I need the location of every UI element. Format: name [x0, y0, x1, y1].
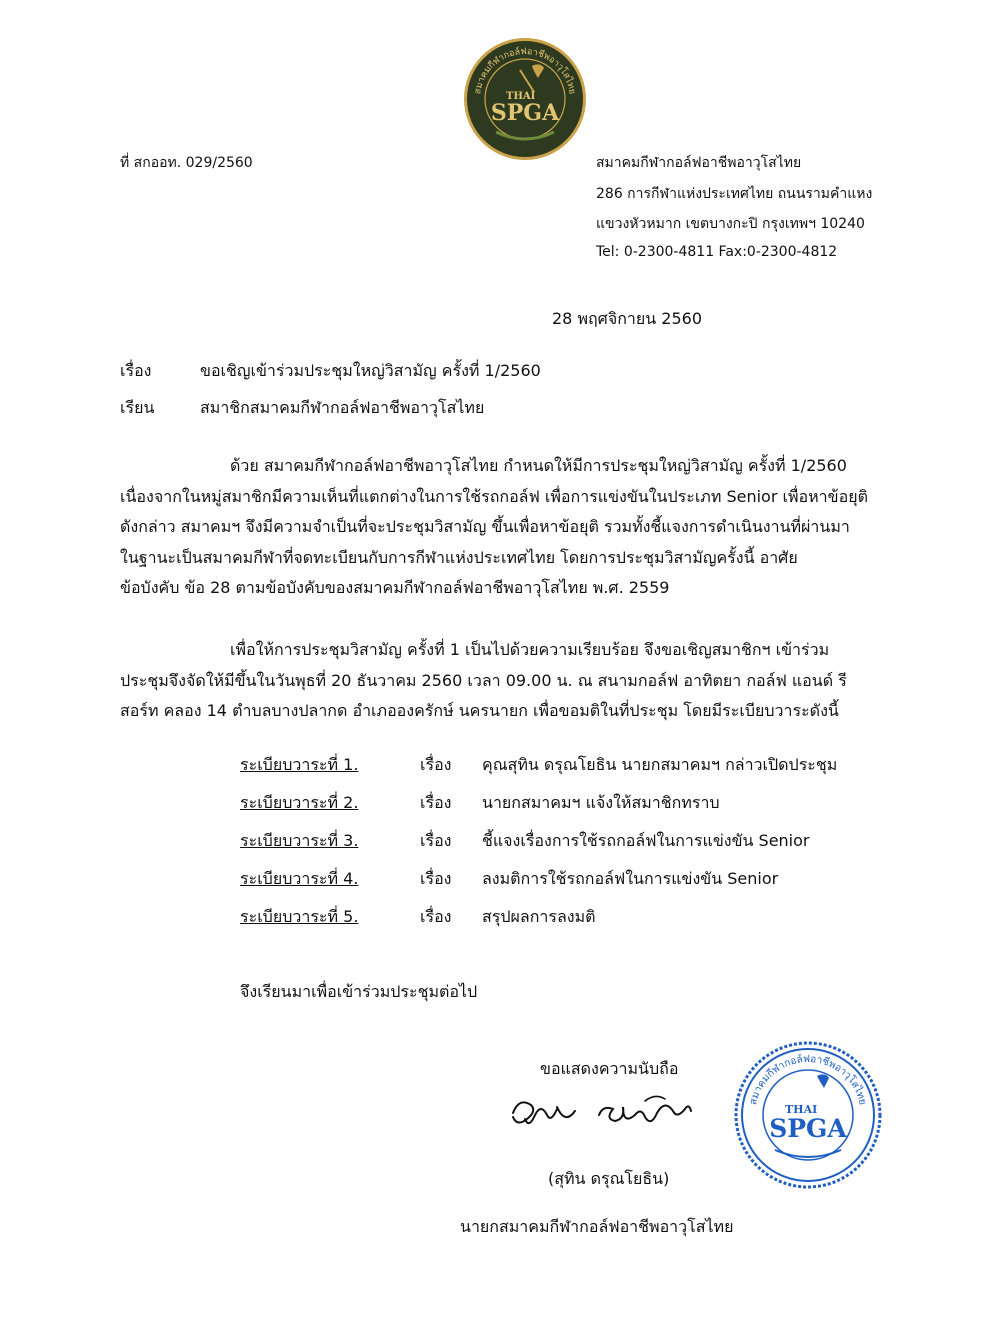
agenda-item-topic: เรื่อง — [420, 793, 452, 812]
paragraph-line: สอร์ท คลอง 14 ตำบลบางปลากด อำเภอองครักษ์ นครนายก เพื่อขอมติในที่ประชุม โดยมีระเบียบวาระดังนี้ — [120, 701, 839, 720]
logo-spga-text: SPGA — [490, 100, 560, 126]
stamp-thai-text: THAI — [785, 1103, 818, 1116]
letter-date: 28 พฤศจิกายน 2560 — [552, 309, 702, 328]
agenda-item-text: ชี้แจงเรื่องการใช้รถกอล์ฟในการแข่งขัน Senior — [482, 831, 810, 850]
paragraph-line: ด้วย สมาคมกีฬากอล์ฟอาชีพอาวุโสไทย กำหนดให้มีการประชุมใหญ่วิสามัญ ครั้งที่ 1/2560 — [230, 456, 847, 475]
paragraph-line: ในฐานะเป็นสมาคมกีฬาที่จดทะเบียนกับการกีฬาแห่งประเทศไทย โดยการประชุมวิสามัญครั้งนี้ อาศัย — [120, 547, 798, 567]
agenda-item-label: ระเบียบวาระที่ 1. — [240, 755, 359, 774]
body-paragraph-2 — [120, 635, 916, 727]
reference-number: ที่ สกออท. 029/2560 — [120, 155, 253, 171]
signatory-position: นายกสมาคมกีฬากอล์ฟอาชีพอาวุโสไทย — [460, 1217, 734, 1236]
paragraph-line: เนื่องจากในหมู่สมาชิกมีความเห็นที่แตกต่างในการใช้รถกอล์ฟ เพื่อการแข่งขันในประเภท Senior เพื่อหาข้อยุติ — [120, 486, 868, 506]
closing-sentence: จึงเรียนมาเพื่อเข้าร่วมประชุมต่อไป — [240, 982, 478, 1001]
agenda-item-text: นายกสมาคมฯ แจ้งให้สมาชิกทราบ — [482, 793, 720, 812]
logo-arc-text: สมาคมกีฬากอล์ฟอาชีพอาวุโสไทย — [473, 46, 577, 95]
stamp-arc-text: สมาคมกีฬากอล์ฟอาชีพอาวุโสไทย — [748, 1053, 868, 1107]
spga-stamp — [733, 1040, 883, 1190]
agenda-item-label: ระเบียบวาระที่ 5. — [240, 907, 359, 926]
signatory-name: (สุทิน ดรุณโยธิน) — [548, 1169, 670, 1188]
agenda-item-topic: เรื่อง — [420, 869, 452, 888]
spga-logo — [462, 36, 588, 162]
paragraph-line: ข้อบังคับ ข้อ 28 ตามข้อบังคับของสมาคมกีฬากอล์ฟอาชีพอาวุโสไทย พ.ศ. 2559 — [120, 578, 670, 597]
agenda-item-text: คุณสุทิน ดรุณโยธิน นายกสมาคมฯ กล่าวเปิดประชุม — [482, 755, 838, 774]
paragraph-line: ประชุมจึงจัดให้มีขึ้นในวันพุธที่ 20 ธันวาคม 2560 เวลา 09.00 น. ณ สนามกอล์ฟ อาทิตยา กอล์ฟ แอนด์ รี — [120, 670, 847, 690]
sender-address-line1: 286 การกีฬาแห่งประเทศไทย ถนนรามคำแหง — [596, 186, 873, 202]
paragraph-line: ดังกล่าว สมาคมฯ จึงมีความจำเป็นที่จะประชุมวิสามัญ ขึ้นเพื่อหาข้อยุติ รวมทั้งชี้แจงการดำเนินงานที่ผ่านมา — [120, 517, 850, 536]
logo-thai-text: THAI — [506, 91, 536, 102]
paragraph-line: เพื่อให้การประชุมวิสามัญ ครั้งที่ 1 เป็นไปด้วยความเรียบร้อย จึงขอเชิญสมาชิกฯ เข้าร่วม — [230, 640, 830, 659]
agenda-item-text: ลงมติการใช้รถกอล์ฟในการแข่งขัน Senior — [482, 869, 779, 888]
agenda-item-text: สรุปผลการลงมติ — [482, 907, 596, 926]
recipient-label: เรียน — [120, 398, 155, 417]
agenda-item-topic: เรื่อง — [420, 831, 452, 850]
sender-address-line2: แขวงหัวหมาก เขตบางกะปิ กรุงเทพฯ 10240 — [596, 216, 865, 232]
handwritten-signature — [505, 1085, 705, 1145]
sender-name: สมาคมกีฬากอล์ฟอาชีพอาวุโสไทย — [596, 155, 802, 171]
agenda-item-label: ระเบียบวาระที่ 3. — [240, 831, 359, 850]
regards-line: ขอแสดงความนับถือ — [540, 1059, 679, 1078]
agenda-item-topic: เรื่อง — [420, 907, 452, 926]
recipient-text: สมาชิกสมาคมกีฬากอล์ฟอาชีพอาวุโสไทย — [200, 398, 485, 417]
subject-text: ขอเชิญเข้าร่วมประชุมใหญ่วิสามัญ ครั้งที่ 1/2560 — [200, 361, 541, 380]
subject-label: เรื่อง — [120, 361, 152, 380]
agenda-item-topic: เรื่อง — [420, 755, 452, 774]
stamp-spga-text: SPGA — [769, 1114, 847, 1143]
sender-phone-fax: Tel: 0-2300-4811 Fax:0-2300-4812 — [596, 244, 838, 260]
body-paragraph-1 — [120, 451, 916, 604]
agenda-item-label: ระเบียบวาระที่ 4. — [240, 869, 359, 888]
agenda-item-label: ระเบียบวาระที่ 2. — [240, 793, 359, 812]
